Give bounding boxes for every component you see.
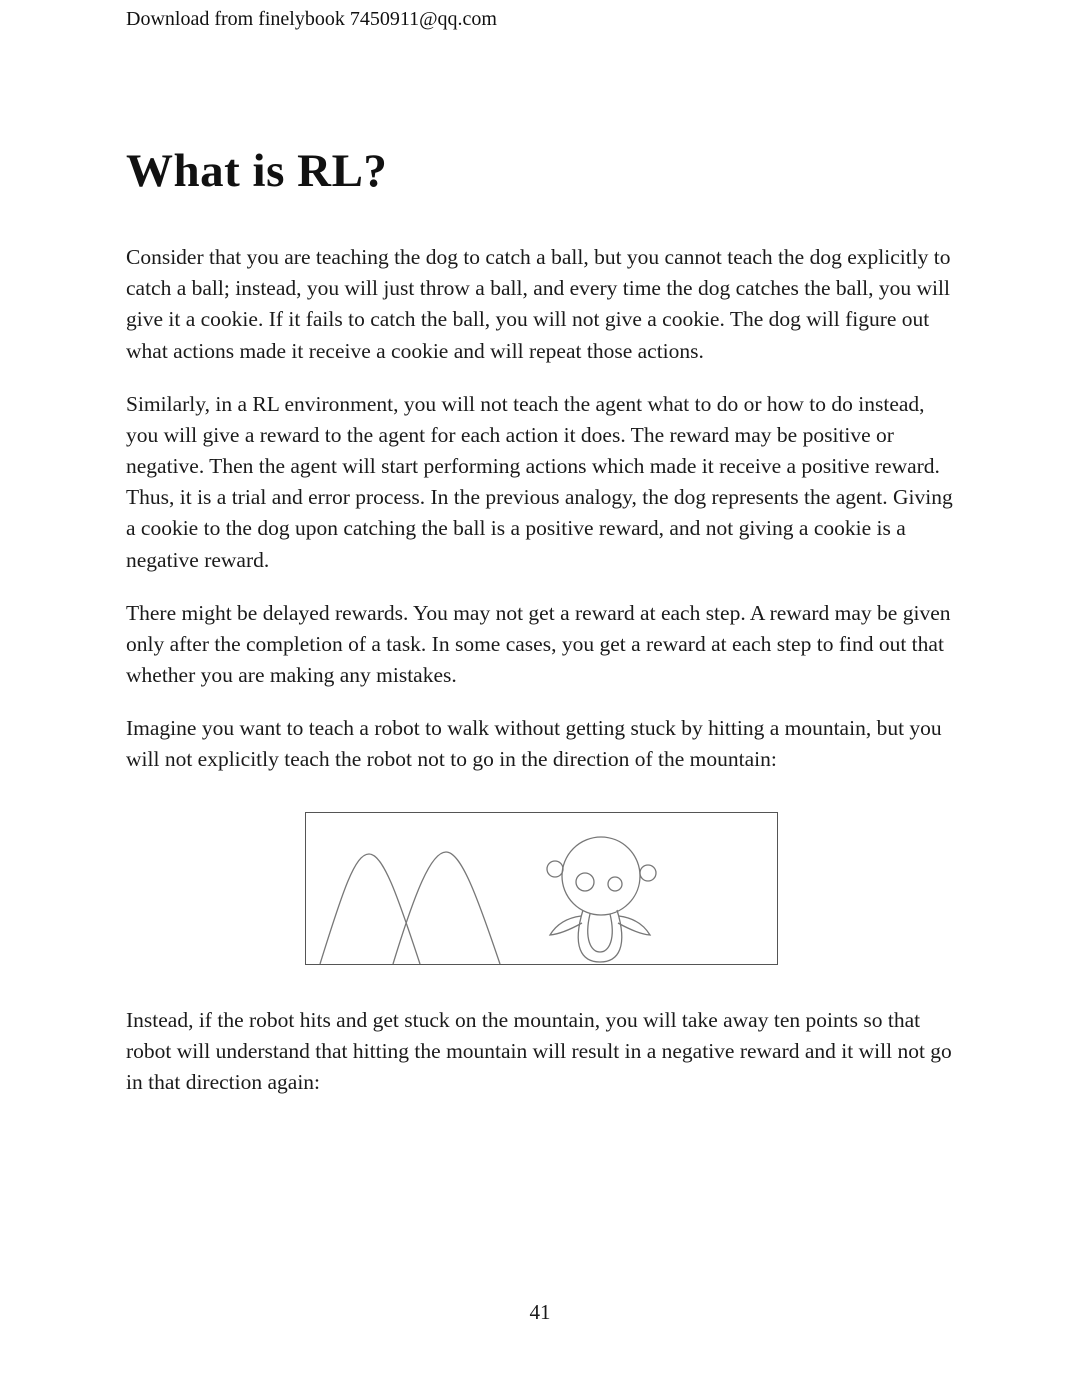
robot-icon [547, 837, 656, 962]
page-title: What is RL? [126, 145, 388, 197]
paragraph-3: There might be delayed rewards. You may not get a reward at each step. A reward may be given only after the completion of a task. In some cases, you get a reward at each step to find out that whether you are making any mistakes. [126, 600, 951, 688]
figure-border [305, 812, 777, 964]
paragraph-1: Consider that you are teaching the dog to catch a ball, but you cannot teach the dog explicitly to catch a ball; instead, you will just throw a ball, and every time the dog catches the ball, you will give it a cookie. If it fails to catch the ball, you will not give a cookie. The dog will figure out what actions made it receive a cookie and will repeat those actions. [126, 245, 951, 363]
robot-and-mountains-illustration [305, 812, 778, 965]
paragraph-5: Instead, if the robot hits and get stuck on the mountain, you will take away ten points so that robot will understand that hitting the mountain will result in a negative reward and it will not go in that direction again: [126, 1007, 952, 1094]
robot-mountains-figure [305, 812, 778, 965]
paragraph-2: Similarly, in a RL environment, you will not teach the agent what to do or how to do instead, you will give a reward to the agent for each action it does. The reward may be positive or negative. Then the agent will start performing actions which made it receive a positive reward. Thus, it is a trial and error process. In the previous analogy, the dog represents the agent. Giving a cookie to the dog upon catching the ball is a positive reward, and not giving a cookie is a negative reward. [126, 391, 953, 572]
page-header-text: Download from finelybook 7450911@qq.com [126, 8, 497, 30]
page-number: 41 [529, 1300, 551, 1324]
mountains-icon [320, 852, 500, 964]
paragraph-4: Imagine you want to teach a robot to walk without getting stuck by hitting a mountain, but you will not explicitly teach the robot not to go in the direction of the mountain: [126, 716, 942, 772]
